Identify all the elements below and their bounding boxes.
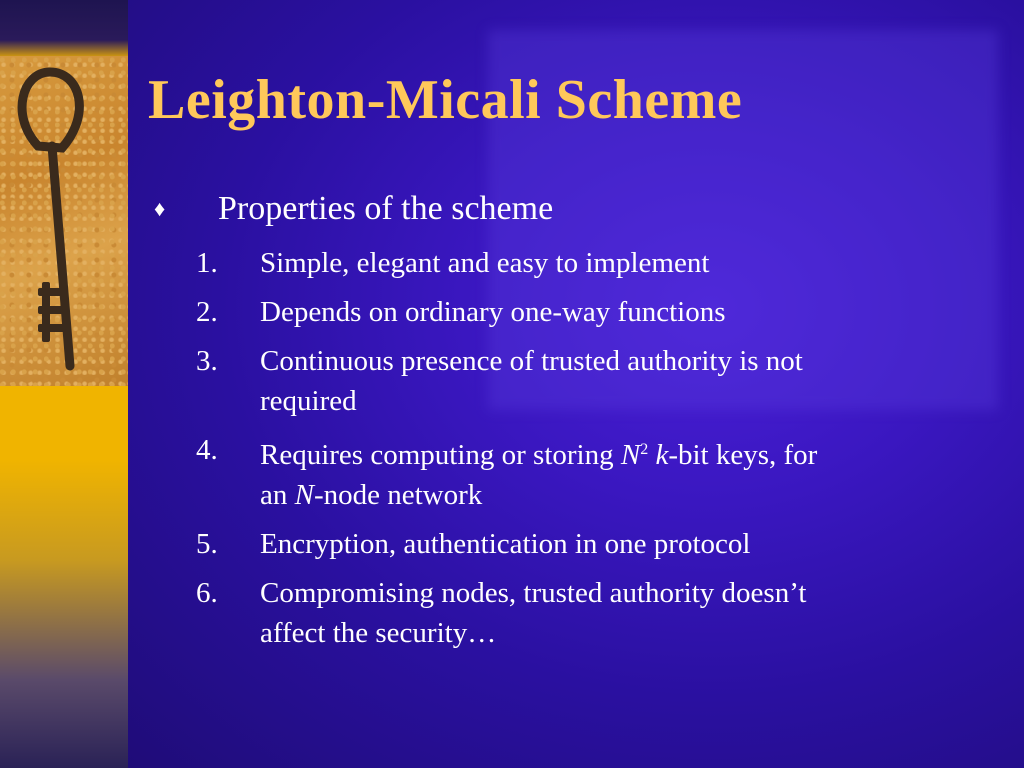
item-number: 3.: [196, 345, 218, 377]
slide-title: Leighton-Micali Scheme: [148, 69, 743, 131]
var-n: N: [620, 439, 641, 471]
item-number: 1.: [196, 247, 218, 279]
text-segment: -node network: [313, 479, 483, 511]
slide-content: [128, 0, 1024, 768]
item-text-line2: affect the security…: [260, 617, 497, 649]
item-number: 4.: [196, 434, 218, 466]
list-item: [196, 341, 996, 421]
list-item: [196, 430, 996, 515]
item-text: Depends on ordinary one-way functions: [260, 296, 726, 328]
item-text: Simple, elegant and easy to implement: [260, 247, 710, 279]
old-key-icon: [0, 56, 128, 386]
list-item: [196, 524, 996, 564]
item-text: Encryption, authentication in one protocol: [260, 528, 751, 560]
item-text-line1: Continuous presence of trusted authority is not: [260, 345, 803, 377]
text-segment: -bit keys, for: [668, 439, 818, 471]
item-text-line1: [260, 430, 996, 475]
list-item: [196, 243, 996, 283]
item-number: 6.: [196, 577, 218, 609]
bullet-text: Properties of the scheme: [218, 190, 554, 227]
item-number: 5.: [196, 528, 218, 560]
item-text-line2: [260, 475, 996, 515]
text-segment: Requires computing or storing: [260, 439, 621, 471]
superscript: 2: [640, 441, 649, 458]
var-n: N: [294, 479, 314, 511]
item-text-line1: Compromising nodes, trusted authority doesn’t: [260, 577, 807, 609]
properties-list: [196, 243, 996, 662]
var-k: k: [655, 439, 669, 471]
list-item: [196, 292, 996, 332]
item-number: 2.: [196, 296, 218, 328]
text-segment: an: [260, 479, 295, 511]
list-item: [196, 573, 996, 653]
diamond-bullet-icon: ♦: [154, 196, 166, 221]
item-text-line2: required: [260, 385, 357, 417]
